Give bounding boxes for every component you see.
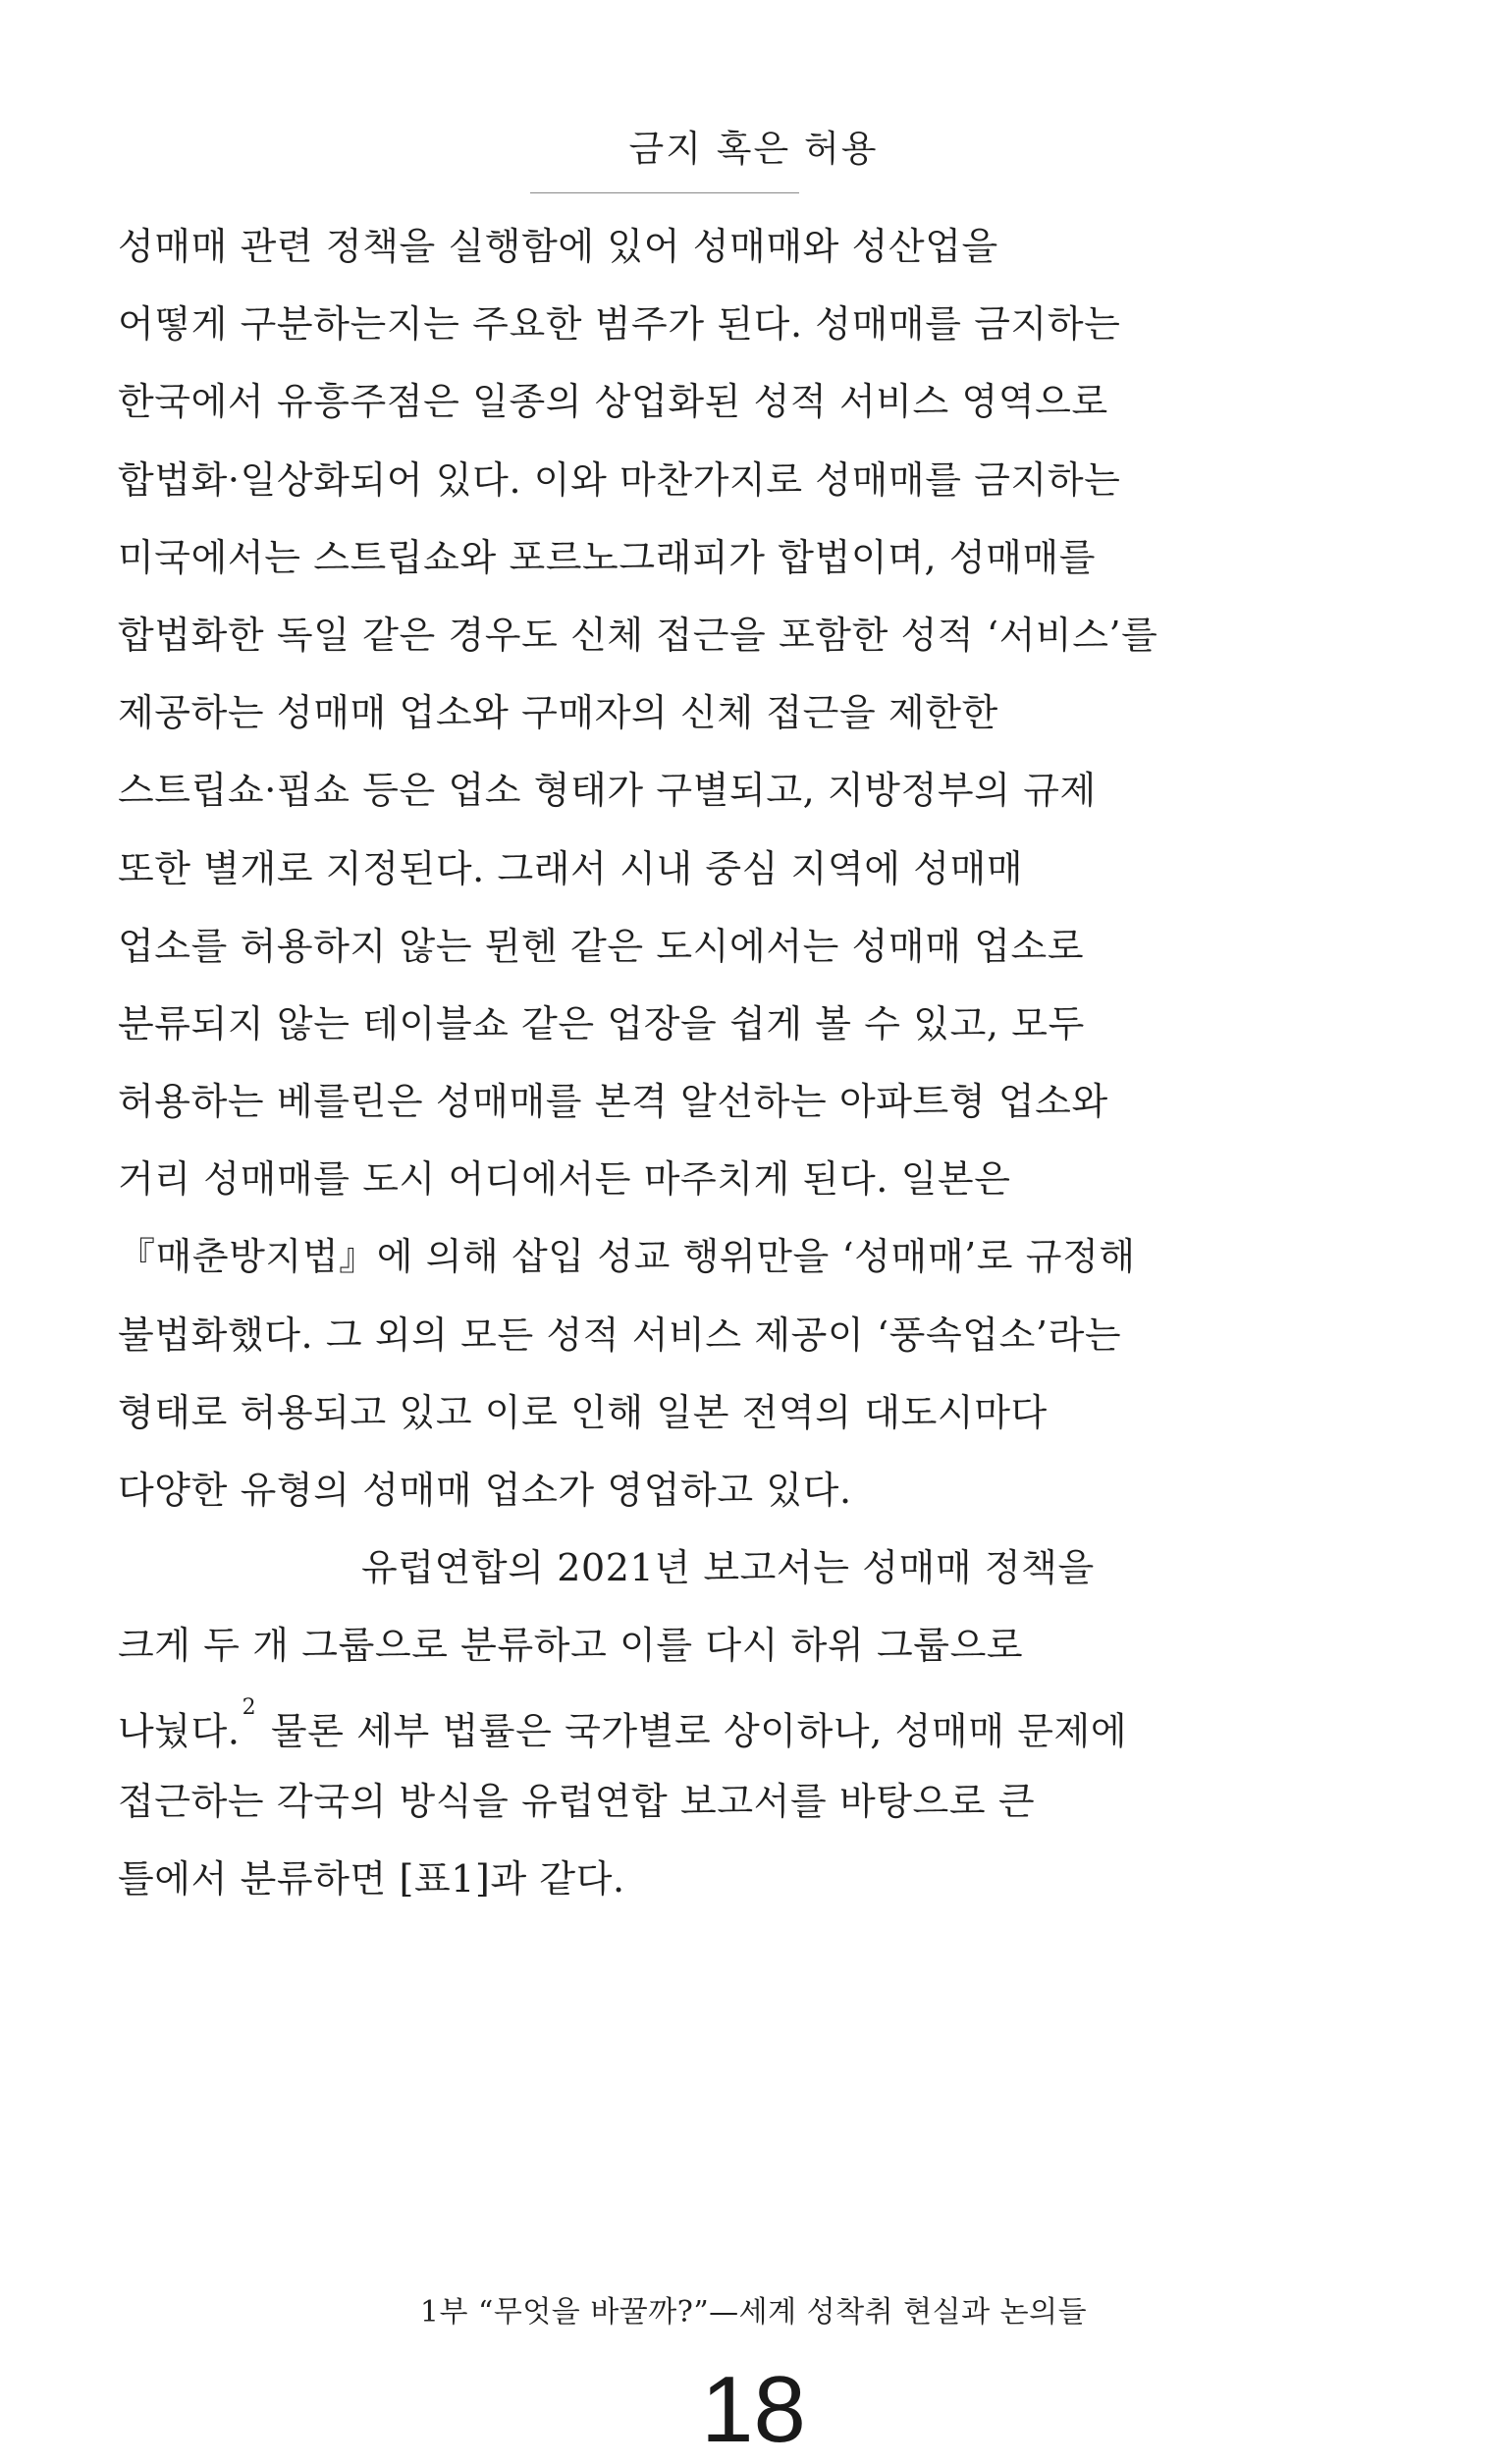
text-line: 업소를 허용하지 않는 뮌헨 같은 도시에서는 성매매 업소로 [118,924,1085,968]
text-line: 접근하는 각국의 방식을 유럽연합 보고서를 바탕으로 큰 [118,1779,1036,1823]
text-line: 다양한 유형의 성매매 업소가 영업하고 있다. [118,1469,852,1512]
text-line: 스트립쇼·핍쇼 등은 업소 형태가 구별되고, 지방정부의 규제 [118,769,1097,813]
text-line: 불법화했다. 그 외의 모든 성적 서비스 제공이 ‘풍속업소’라는 [118,1312,1122,1357]
text-line: 『매춘방지법』에 의해 삽입 성교 행위만을 ‘성매매’로 규정해 [118,1235,1136,1279]
page-number: 18 [701,2357,806,2462]
text-line: 크게 두 개 그룹으로 분류하고 이를 다시 하위 그룹으로 [118,1624,1024,1668]
text-line: 미국에서는 스트립쇼와 포르노그래피가 합법이며, 성매매를 [118,535,1097,579]
paragraph-1 [118,208,1424,1529]
text-line [118,1686,1424,1763]
text-line: 제공하는 성매매 업소와 구매자의 신체 접근을 제한한 [118,691,998,735]
section-title: 금지 혹은 허용 [628,128,879,170]
text-line: 분류되지 않는 테이블쇼 같은 업장을 쉽게 볼 수 있고, 모두 [118,1001,1085,1045]
text-line: 성매매 관련 정책을 실행함에 있어 성매매와 성산업을 [118,225,998,268]
footnote-reference[interactable]: 2 [242,1694,257,1720]
text-line: 어떻게 구분하는지는 주요한 범주가 된다. 성매매를 금지하는 [118,302,1121,347]
running-footer: 1부 “무엇을 바꿀까?”—세계 성착취 현실과 논의들 [419,2295,1088,2330]
text-line: 합법화·일상화되어 있다. 이와 마찬가지로 성매매를 금지하는 [118,457,1121,502]
title-underline [530,192,799,193]
body-text [118,208,1424,1918]
text-line: 허용하는 베를린은 성매매를 본격 알선하는 아파트형 업소와 [118,1080,1108,1124]
text-line: 거리 성매매를 도시 어디에서든 마주치게 된다. 일본은 [118,1157,1011,1202]
text-fragment: 물론 세부 법률은 국가별로 상이하나, 성매매 문제에 [258,1709,1128,1753]
text-line: 유럽연합의 2021년 보고서는 성매매 정책을 [361,1546,1095,1590]
text-line: 합법화한 독일 같은 경우도 신체 접근을 포함한 성적 ‘서비스’를 [118,613,1158,657]
text-line: 또한 별개로 지정된다. 그래서 시내 중심 지역에 성매매 [118,846,1024,890]
text-fragment: 나눴다. [118,1709,241,1753]
text-line: 한국에서 유흥주점은 일종의 상업화된 성적 서비스 영역으로 [118,380,1108,424]
paragraph-2 [118,1529,1424,1918]
text-line: 틀에서 분류하면 [표1]과 같다. [118,1856,625,1901]
text-line: 형태로 허용되고 있고 이로 인해 일본 전역의 대도시마다 [118,1390,1048,1434]
